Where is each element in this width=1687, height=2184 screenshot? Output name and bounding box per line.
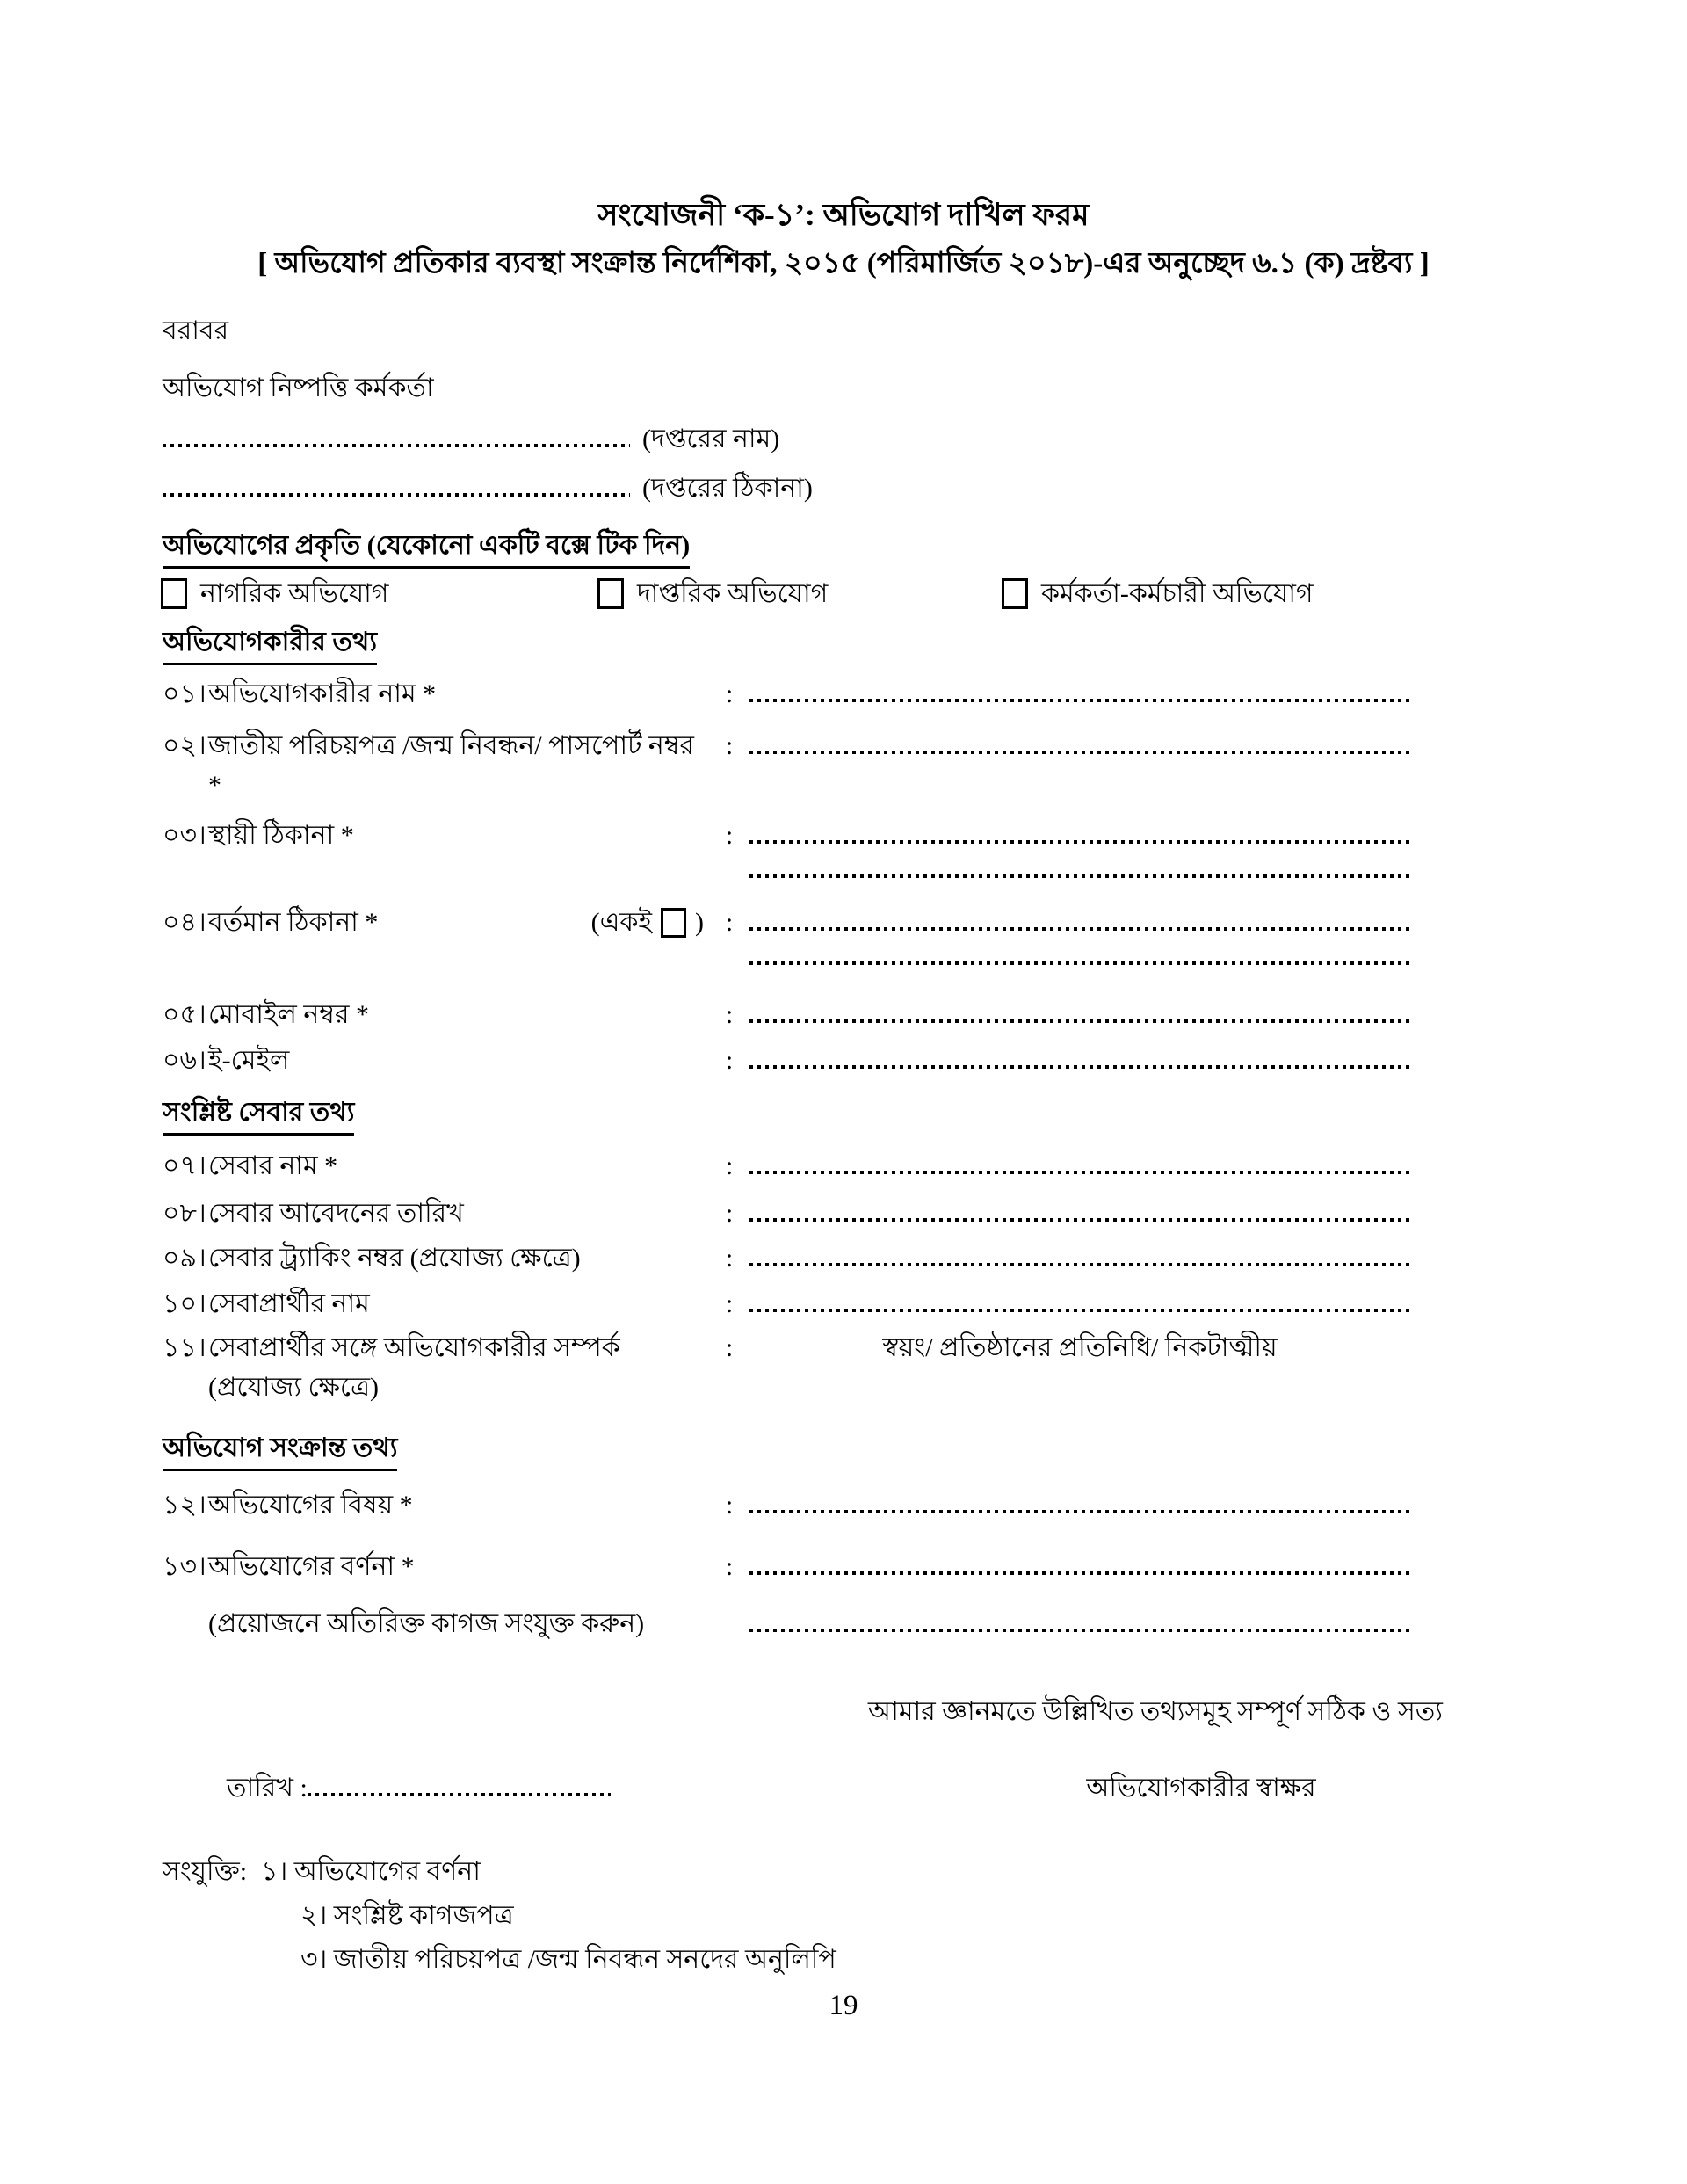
field-colon: : (725, 1491, 734, 1520)
attachments-heading-row (163, 1852, 1687, 1891)
field-colon: : (725, 1151, 734, 1180)
section-complainant-heading: অভিযোগকারীর তথ্য (163, 622, 377, 665)
form-subtitle: [ অভিযোগ প্রতিকার ব্যবস্থা সংক্রান্ত নির্দেশিকা, ২০১৫ (পরিমার্জিত ২০১৮)-এর অনুচ্ছেদ ৬.১ (ক) দ্রষ্টব্য ] (257, 248, 1430, 279)
field-row-11 (163, 1328, 1410, 1407)
office-name-row (163, 419, 1687, 459)
signature-label: অভিযোগকারীর স্বাক্ষর (1086, 1774, 1316, 1803)
field-colon: : (725, 731, 734, 760)
field-number: ০৩। (163, 821, 206, 850)
service-seeker-name-blank[interactable] (749, 1284, 1410, 1312)
attach-extra-paper-note: (প্রয়োজনে অতিরিক্ত কাগজ সংযুক্ত করুন) (208, 1609, 645, 1638)
attachment-item-2: ২। সংশ্লিষ্ট কাগজপত্র (300, 1901, 514, 1930)
field-row-02 (163, 726, 1410, 805)
office-name-blank[interactable] (163, 419, 630, 447)
office-address-blank[interactable] (163, 468, 630, 497)
field-row-10 (163, 1284, 1410, 1324)
section-service-heading: সংশ্লিষ্ট সেবার তথ্য (163, 1092, 354, 1136)
field-colon: : (725, 908, 734, 937)
field-row-06 (163, 1041, 1410, 1080)
permanent-address-blank-line2[interactable] (749, 864, 1410, 878)
field-label: অভিযোগের বর্ণনা * (208, 1552, 415, 1581)
complaint-nature-options (161, 574, 1687, 613)
field-row-08 (163, 1194, 1410, 1233)
citizen-complaint-checkbox[interactable] (161, 578, 187, 609)
complaint-description-blank[interactable] (749, 1547, 1410, 1575)
date-blank[interactable] (308, 1768, 611, 1796)
field-row-03-continued (163, 864, 1410, 892)
field-number: ০৯। (163, 1244, 206, 1273)
relationship-options-value: স্বয়ং/ প্রতিষ্ঠানের প্রতিনিধি/ নিকটাত্মীয় (882, 1333, 1278, 1362)
field-label: অভিযোগের বিষয় * (208, 1491, 413, 1520)
field-colon: : (725, 1244, 734, 1273)
nature-option-official (597, 574, 1002, 613)
attachment-item-3: ৩। জাতীয় পরিচয়পত্র /জন্ম নিবন্ধন সনদের অনুলিপি (300, 1945, 836, 1974)
field-label: ই-মেইল (208, 1046, 290, 1075)
attachments-label: সংযুক্তি: (163, 1857, 248, 1886)
citizen-complaint-label: নাগরিক অভিযোগ (200, 579, 389, 608)
office-address-hint: (দপ্তরের ঠিকানা) (642, 474, 813, 503)
field-colon: : (725, 679, 734, 708)
section-complainant-info (163, 622, 1687, 665)
date-line (227, 1768, 611, 1808)
mobile-number-blank[interactable] (749, 995, 1410, 1023)
field-row-03 (163, 816, 1410, 855)
form-title: সংযোজনী ‘ক-১’: অভিযোগ দাখিল ফরম (597, 198, 1090, 232)
truth-declaration: আমার জ্ঞানমতে উল্লিখিত তথ্যসমূহ সম্পূর্ণ সঠিক ও সত্য (867, 1697, 1443, 1726)
field-row-13 (163, 1547, 1410, 1586)
field-number: ০৮। (163, 1199, 206, 1228)
section-complaint-nature (163, 526, 1687, 569)
field-number: ০৫। (163, 1000, 206, 1029)
field-label: সেবার আবেদনের তারিখ (208, 1199, 464, 1228)
field-row-13-note (163, 1604, 1410, 1643)
signature-block (1030, 1768, 1372, 1808)
field-colon: : (725, 1552, 734, 1581)
staff-complaint-checkbox[interactable] (1002, 578, 1028, 609)
same-address-close: ) (695, 908, 704, 937)
field-label: সেবাপ্রার্থীর সঙ্গে অভিযোগকারীর সম্পর্ক (208, 1333, 620, 1362)
field-label: জাতীয় পরিচয়পত্র /জন্ম নিবন্ধন/ পাসপোর্ট নম্বর * (208, 731, 695, 800)
field-label: সেবার নাম * (208, 1151, 338, 1180)
complaint-subject-blank[interactable] (749, 1485, 1410, 1513)
field-colon: : (725, 1000, 734, 1029)
field-row-05 (163, 995, 1410, 1034)
field-label: অভিযোগকারীর নাম * (208, 679, 437, 708)
field-colon: : (725, 821, 734, 850)
field-row-12 (163, 1485, 1410, 1525)
addressee-officer: অভিযোগ নিষ্পত্তি কর্মকর্তা (163, 374, 434, 403)
field-label: সেবাপ্রার্থীর নাম (208, 1289, 370, 1318)
current-address-blank[interactable] (749, 903, 1410, 931)
page-number: 19 (829, 1990, 858, 2021)
same-address-open: (একই (590, 908, 652, 937)
field-row-04-continued (163, 951, 1410, 979)
field-number: ০২। (163, 731, 206, 760)
field-row-04 (163, 903, 1410, 942)
field-colon: : (725, 1333, 734, 1362)
field-colon: : (725, 1289, 734, 1318)
service-tracking-number-blank[interactable] (749, 1238, 1410, 1266)
field-note: (প্রযোজ্য ক্ষেত্রে) (208, 1373, 380, 1402)
field-number: ১১। (163, 1333, 206, 1362)
field-label: স্থায়ী ঠিকানা * (208, 821, 354, 850)
field-colon: : (725, 1199, 734, 1228)
field-colon: : (725, 1046, 734, 1075)
field-number: ০৭। (163, 1151, 206, 1180)
section-complaint-heading: অভিযোগ সংক্রান্ত তথ্য (163, 1428, 397, 1471)
field-number: ০৪। (163, 908, 206, 937)
field-label: বর্তমান ঠিকানা * (208, 908, 379, 937)
permanent-address-blank[interactable] (749, 816, 1410, 844)
nid-number-blank[interactable] (749, 726, 1410, 754)
field-label: মোবাইল নম্বর * (208, 1000, 369, 1029)
section-complaint-nature-heading: অভিযোগের প্রকৃতি (যেকোনো একটি বক্সে টিক দিন) (163, 526, 690, 569)
section-service-info (163, 1092, 1687, 1136)
field-number: ১০। (163, 1289, 206, 1318)
section-complaint-info (163, 1428, 1687, 1471)
official-complaint-checkbox[interactable] (597, 578, 624, 609)
complainant-name-blank[interactable] (749, 674, 1410, 702)
service-name-blank[interactable] (749, 1146, 1410, 1174)
official-complaint-label: দাপ্তরিক অভিযোগ (637, 579, 829, 608)
service-application-date-blank[interactable] (749, 1194, 1410, 1222)
email-blank[interactable] (749, 1041, 1410, 1069)
field-row-01 (163, 674, 1410, 714)
same-address-checkbox[interactable] (661, 908, 686, 938)
attachments (163, 1852, 1687, 1979)
field-number: ০১। (163, 679, 206, 708)
nature-option-citizen (161, 574, 597, 613)
office-name-hint: (দপ্তরের নাম) (642, 424, 780, 453)
attachment-item-1: ১। অভিযোগের বর্ণনা (261, 1857, 481, 1886)
staff-complaint-label: কর্মকর্তা-কর্মচারী অভিযোগ (1041, 579, 1314, 608)
field-number: ১৩। (163, 1552, 206, 1581)
field-number: ১২। (163, 1491, 206, 1520)
current-address-blank-line2[interactable] (749, 951, 1410, 965)
field-row-09 (163, 1238, 1410, 1278)
complaint-description-blank-line2[interactable] (749, 1604, 1410, 1632)
field-number: ০৬। (163, 1046, 206, 1075)
addressee-salutation: বরাবর (163, 316, 229, 345)
signature-row (227, 1768, 1372, 1808)
date-label: তারিখ : (227, 1774, 308, 1803)
field-label: সেবার ট্র্যাকিং নম্বর (প্রযোজ্য ক্ষেত্রে) (208, 1244, 581, 1273)
office-address-row (163, 468, 1687, 508)
nature-option-staff (1002, 574, 1314, 613)
field-row-07 (163, 1146, 1410, 1186)
same-address-option (591, 903, 704, 942)
